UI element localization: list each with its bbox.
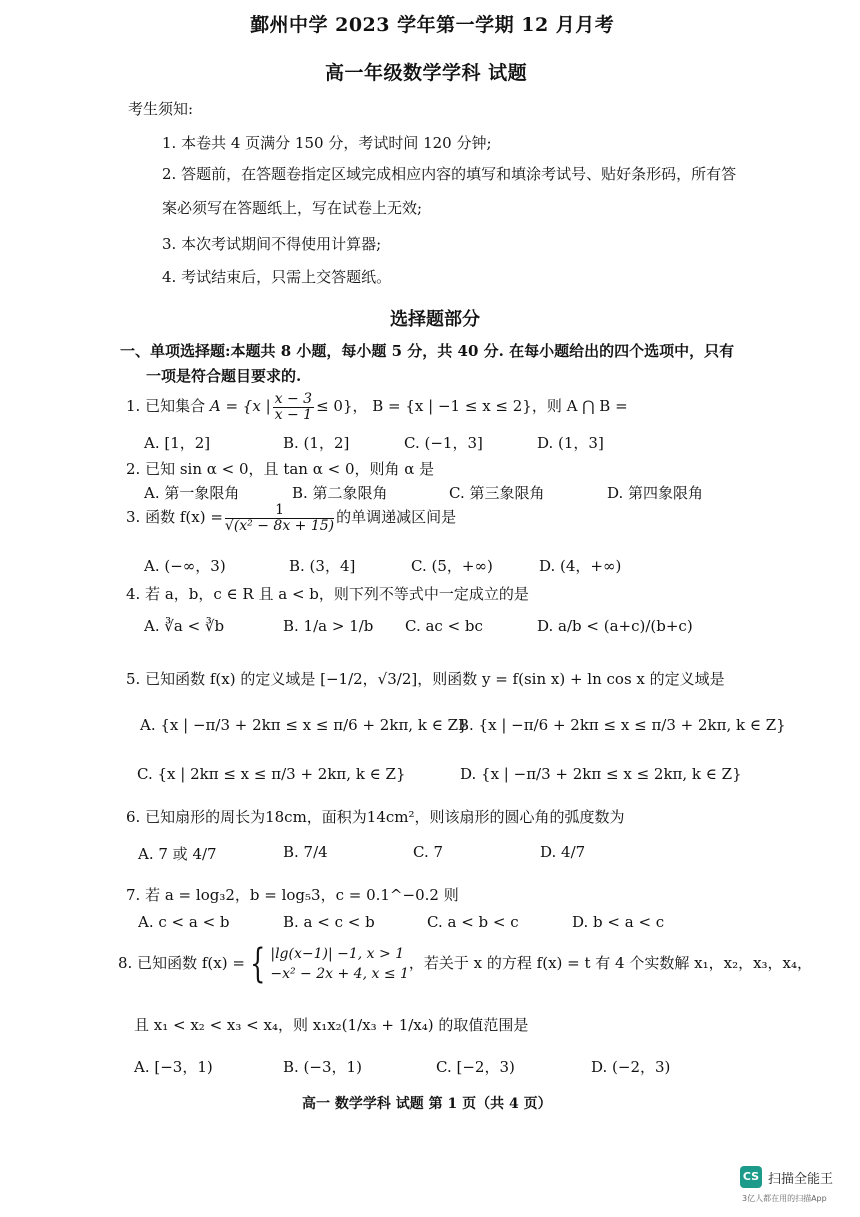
q2-option-a[interactable]: A. 第一象限角 xyxy=(144,484,240,502)
q4-option-c[interactable]: C. ac < bc xyxy=(405,617,483,635)
q8-option-b[interactable]: B. (−3，1) xyxy=(283,1058,362,1076)
q6-option-b[interactable]: B. 7/4 xyxy=(283,843,328,861)
q7-option-a[interactable]: A. c < a < b xyxy=(138,913,230,931)
q1-option-a[interactable]: A. [1，2] xyxy=(144,434,211,452)
q8-option-c[interactable]: C. [−2，3) xyxy=(436,1058,515,1076)
q8-case-1: |lg(x−1)| −1, x > 1 xyxy=(270,946,405,962)
q4-option-a[interactable]: A. ∛a < ∛b xyxy=(144,617,225,635)
q7-option-b[interactable]: B. a < c < b xyxy=(283,913,375,931)
q2-option-d[interactable]: D. 第四象限角 xyxy=(607,484,704,502)
notice-heading: 考生须知: xyxy=(128,100,194,118)
q5-option-b[interactable]: B. {x | −π/6 + 2kπ ≤ x ≤ π/3 + 2kπ, k ∈ Z} xyxy=(458,716,786,734)
q3-suffix: 的单调递减区间是 xyxy=(336,508,457,527)
brace-symbol: { xyxy=(249,941,266,987)
q1-num: x − 3 xyxy=(274,391,313,407)
notice-item-3: 3. 本次考试期间不得使用计算器; xyxy=(162,235,382,253)
question-5: 5. 已知函数 f(x) 的定义域是 [−1/2，√3/2]，则函数 y = f(sin x) + ln cos x 的定义域是 xyxy=(126,670,725,688)
q4-option-b[interactable]: B. 1/a > 1/b xyxy=(283,617,374,635)
q3-fraction xyxy=(225,503,334,533)
camscanner-logo-icon: CS xyxy=(740,1166,762,1188)
q8-case-2: −x² − 2x + 4, x ≤ 1 xyxy=(270,966,409,982)
q3-den: √(x² − 8x + 15) xyxy=(224,517,335,534)
notice-item-2: 2. 答题前，在答题卷指定区域完成相应内容的填写和填涂考试号、贴好条形码，所有答 xyxy=(162,165,737,183)
q8-stem-a: 8. 已知函数 f(x) = xyxy=(118,954,245,972)
question-8 xyxy=(118,941,813,987)
part1-instructions-cont: 一项是符合题目要求的. xyxy=(146,367,302,385)
q6-option-c[interactable]: C. 7 xyxy=(413,843,444,861)
q1-fraction xyxy=(273,392,314,422)
q5-option-c[interactable]: C. {x | 2kπ ≤ x ≤ π/3 + 2kπ, k ∈ Z} xyxy=(137,765,406,783)
watermark-name: 扫描全能王 xyxy=(768,1172,834,1187)
q1-prefix: 1. 已知集合 xyxy=(126,397,210,416)
q8-stem-b: ，若关于 x 的方程 f(x) = t 有 4 个实数解 x₁，x₂，x₃，x₄， xyxy=(408,954,813,972)
q3-num: 1 xyxy=(225,503,334,519)
q8-option-d[interactable]: D. (−2，3) xyxy=(591,1058,671,1076)
q3-option-a[interactable]: A. (−∞，3) xyxy=(144,557,226,575)
page-footer: 高一 数学学科 试题 第 1 页（共 4 页） xyxy=(302,1096,552,1112)
section-title: 选择题部分 xyxy=(390,309,480,330)
q5-option-a[interactable]: A. {x | −π/3 + 2kπ ≤ x ≤ π/6 + 2kπ, k ∈ Z} xyxy=(140,716,468,734)
q1-option-b[interactable]: B. (1，2] xyxy=(283,434,350,452)
q1-option-d[interactable]: D. (1，3] xyxy=(537,434,604,452)
q4-option-d[interactable]: D. a/b < (a+c)/(b+c) xyxy=(537,617,693,635)
q2-option-b[interactable]: B. 第二象限角 xyxy=(292,484,388,502)
q5-option-d[interactable]: D. {x | −π/3 + 2kπ ≤ x ≤ 2kπ, k ∈ Z} xyxy=(460,765,742,783)
notice-item-2-cont: 案必须写在答题纸上，写在试卷上无效; xyxy=(162,199,423,217)
q8-cases xyxy=(270,944,409,984)
q1-stem-b: ≤ 0}， B = {x | −1 ≤ x ≤ 2}，则 A ⋂ B = xyxy=(316,397,628,416)
question-7: 7. 若 a = log₃2，b = log₅3，c = 0.1^−0.2 则 xyxy=(126,886,459,904)
exam-subtitle: 高一年级数学学科 试题 xyxy=(325,62,528,84)
q7-option-d[interactable]: D. b < a < c xyxy=(572,913,665,931)
q2-option-c[interactable]: C. 第三象限角 xyxy=(449,484,545,502)
q1-stem-a: A = {x | xyxy=(209,397,271,416)
q8-option-a[interactable]: A. [−3，1) xyxy=(134,1058,213,1076)
notice-item-4: 4. 考试结束后，只需上交答题纸。 xyxy=(162,268,392,286)
exam-title: 鄞州中学 2023 学年第一学期 12 月月考 xyxy=(250,14,615,36)
question-2: 2. 已知 sin α < 0，且 tan α < 0，则角 α 是 xyxy=(126,460,435,478)
question-8-cont: 且 x₁ < x₂ < x₃ < x₄，则 x₁x₂(1/x₃ + 1/x₄) 的取值范围是 xyxy=(134,1016,529,1034)
q6-option-d[interactable]: D. 4/7 xyxy=(540,843,586,861)
question-3 xyxy=(126,503,456,533)
q3-option-b[interactable]: B. (3，4] xyxy=(289,557,356,575)
watermark-tagline: 3亿人都在用的扫描App xyxy=(742,1194,827,1203)
q3-option-c[interactable]: C. (5，+∞) xyxy=(411,557,493,575)
question-4: 4. 若 a，b，c ∈ R 且 a < b，则下列不等式中一定成立的是 xyxy=(126,585,529,603)
q3-prefix: 3. 函数 f(x) = xyxy=(126,508,223,527)
q1-option-c[interactable]: C. (−1，3] xyxy=(404,434,483,452)
notice-item-1: 1. 本卷共 4 页满分 150 分，考试时间 120 分钟; xyxy=(162,134,492,152)
question-1 xyxy=(126,392,628,422)
q3-option-d[interactable]: D. (4，+∞) xyxy=(539,557,622,575)
question-6: 6. 已知扇形的周长为18cm，面积为14cm²，则该扇形的圆心角的弧度数为 xyxy=(126,808,625,826)
q7-option-c[interactable]: C. a < b < c xyxy=(427,913,519,931)
part1-instructions: 一、单项选择题:本题共 8 小题，每小题 5 分，共 40 分. 在每小题给出的四个选项中，只有 xyxy=(120,342,735,360)
q1-den: x − 1 xyxy=(274,406,313,423)
q6-option-a[interactable]: A. 7 或 4/7 xyxy=(138,845,217,863)
